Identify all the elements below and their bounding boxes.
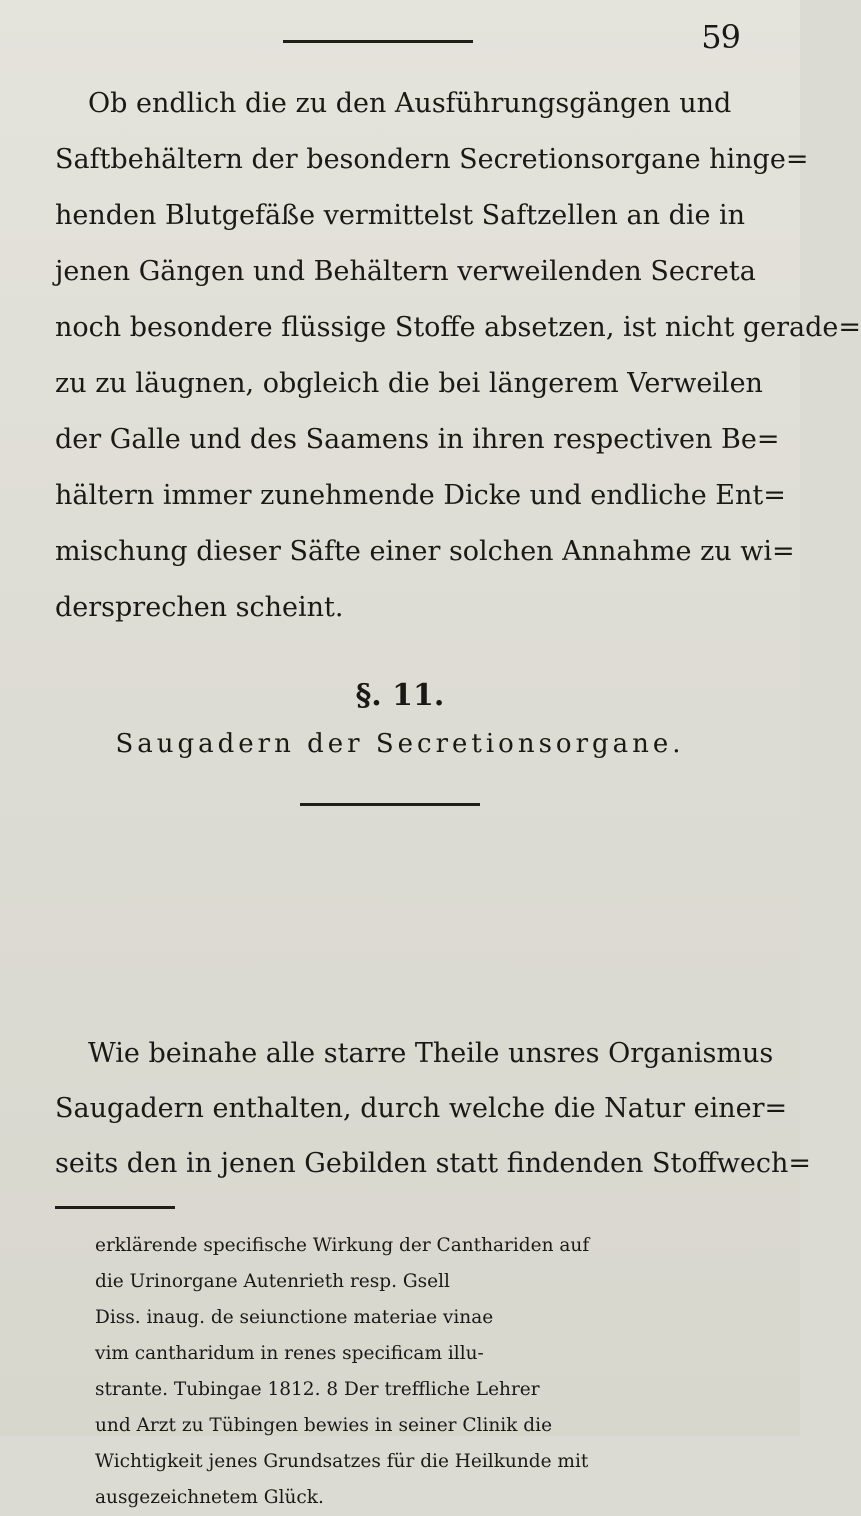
text-line: jenen Gängen und Behältern verweilenden Secreta — [55, 256, 756, 287]
footnote-line: Wichtigkeit jenes Grundsatzes für die Heilkunde mit — [95, 1451, 589, 1472]
text-line: dersprechen scheint. — [55, 592, 344, 623]
section-number: §. 11. — [355, 678, 445, 713]
text-line: noch besondere flüssige Stoffe absetzen, ist nicht gerade= — [55, 312, 861, 343]
footnote-line: die Urinorgane Autenrieth resp. Gsell — [95, 1271, 450, 1292]
text-line: Saugadern enthalten, durch welche die Natur einer= — [55, 1093, 788, 1124]
text-line: seits den in jenen Gebilden statt findenden Stoffwech= — [55, 1148, 811, 1179]
text-line: hältern immer zunehmende Dicke und endliche Ent= — [55, 480, 786, 511]
header-rule — [283, 40, 473, 43]
text-line: Wie beinahe alle starre Theile unsres Organismus — [88, 1038, 774, 1069]
footnote-line: vim cantharidum in renes specificam illu- — [95, 1343, 484, 1364]
paragraph-2 — [55, 1026, 811, 1191]
page-number: 59 — [701, 18, 740, 56]
text-line: Ob endlich die zu den Ausführungsgängen und — [88, 88, 732, 119]
footnote-line: erklärende specifische Wirkung der Canthariden auf — [95, 1235, 590, 1256]
text-line: mischung dieser Säfte einer solchen Annahme zu wi= — [55, 536, 795, 567]
footnote-line: und Arzt zu Tübingen bewies in seiner Clinik die — [95, 1415, 553, 1436]
text-line: henden Blutgefäße vermittelst Saftzellen an die in — [55, 200, 746, 231]
footnote-line: Diss. inaug. de seiunctione materiae vinae — [95, 1307, 494, 1328]
text-line: Saftbehältern der besondern Secretionsorgane hinge= — [55, 144, 809, 175]
text-line: zu zu läugnen, obgleich die bei längerem Verweilen — [55, 368, 763, 399]
footnote-rule — [55, 1206, 175, 1209]
footnote — [95, 1228, 775, 1516]
section-heading: Saugadern der Secretionsorgane. — [115, 729, 685, 759]
text-line: der Galle und des Saamens in ihren respectiven Be= — [55, 424, 780, 455]
section-rule — [300, 803, 480, 806]
paragraph-1 — [55, 76, 861, 636]
footnote-line: ausgezeichnetem Glück. — [95, 1487, 324, 1508]
footnote-line: strante. Tubingae 1812. 8 Der treffliche Lehrer — [95, 1379, 540, 1400]
